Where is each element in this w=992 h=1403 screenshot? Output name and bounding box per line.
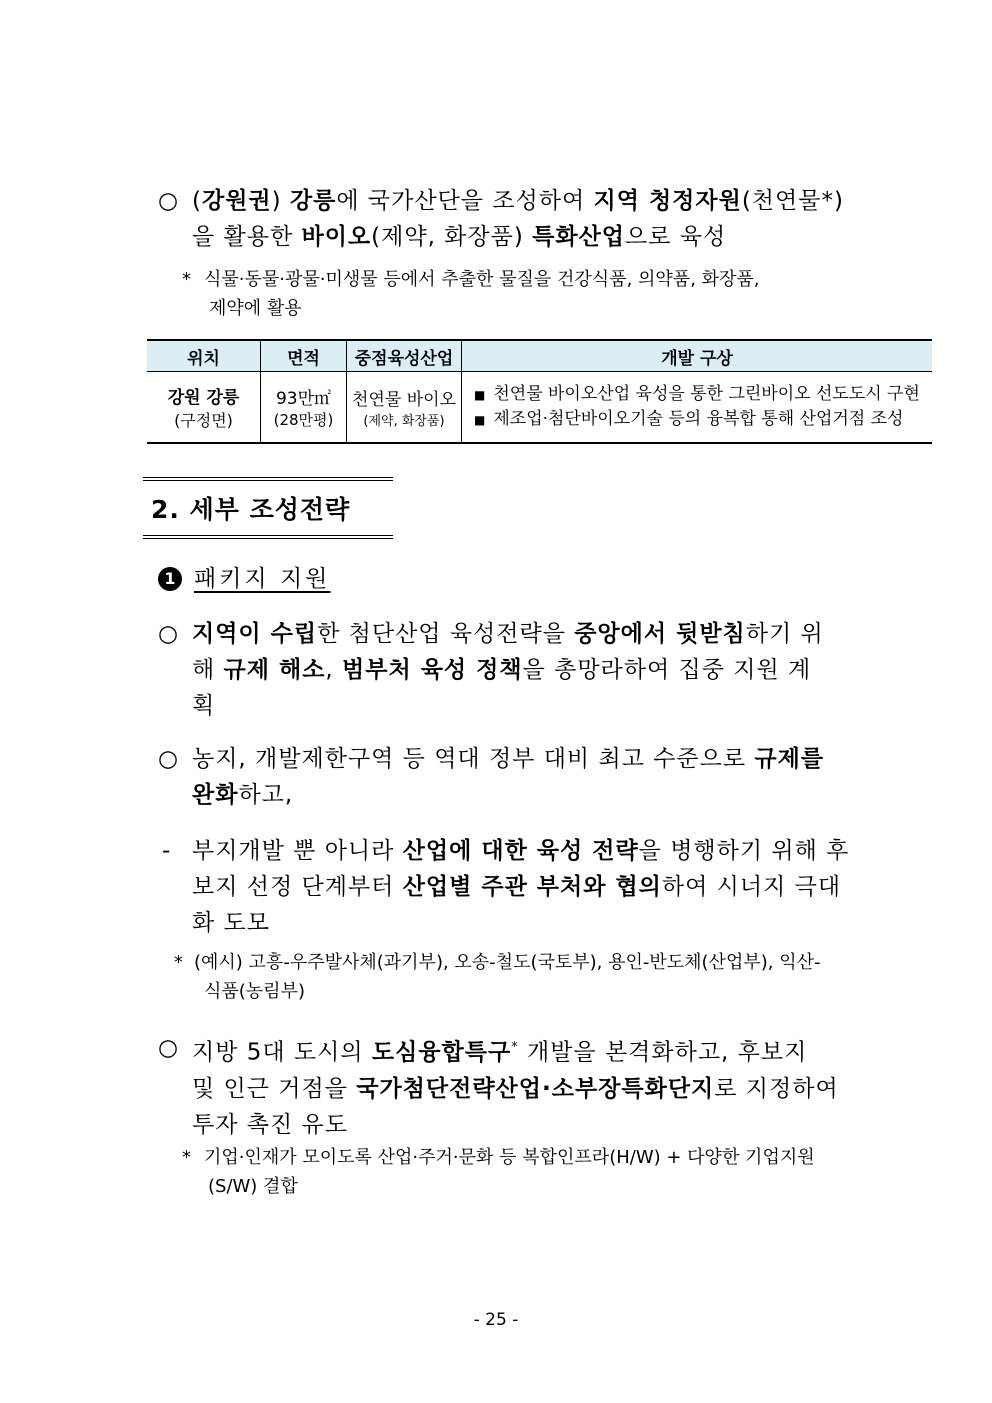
cell-location	[147, 372, 261, 444]
bold-text: 국가첨단전략산업·소부장특화단지	[356, 1075, 715, 1102]
text: 로 지정하여	[714, 1075, 839, 1102]
circle-bullet: ○	[158, 746, 180, 772]
header-location: 위치	[147, 340, 261, 372]
location-sub: (구정면)	[174, 411, 233, 430]
bold-text: 강원권	[201, 188, 272, 214]
text: 하기 위	[745, 621, 824, 647]
circle-bullet: ○	[158, 188, 180, 214]
note-line: 기업·인재가 모이도록 산업·주거·문화 등 복합인프라(H/W) + 다양한 기업지원	[204, 1147, 815, 1168]
cell-industry	[347, 372, 462, 444]
bold-text: 완화	[192, 782, 239, 808]
text: )	[271, 188, 282, 214]
asterisk-marker: *	[182, 1147, 191, 1168]
cell-area	[261, 372, 347, 444]
text: 을 병행하기 위해 후	[638, 838, 850, 864]
subsection-title: 패키지 지원	[194, 566, 331, 592]
text: 및 인근 거점을	[192, 1075, 357, 1102]
text	[282, 188, 290, 214]
header-area: 면적	[261, 340, 347, 372]
asterisk-marker: *	[182, 269, 191, 290]
text: 을 총망라하여 집중 지원 계	[522, 657, 812, 683]
page-number: - 25 -	[473, 1310, 519, 1330]
bold-text: 바이오	[301, 224, 372, 250]
section-title: 2. 세부 조성전략	[151, 495, 351, 524]
text: (	[192, 188, 202, 214]
bold-text: 산업별 주관 부처와 협의	[402, 874, 662, 900]
text: 개발을 본격화하고, 후보지	[518, 1039, 808, 1066]
text: (천연물*)	[741, 188, 844, 214]
text: 부지개발 뿐 아니라	[192, 838, 403, 864]
bold-text: 특화산업	[532, 224, 626, 250]
text: 한 첨단산업 육성전략을	[317, 621, 575, 647]
square-bullet-icon: ■	[474, 413, 486, 427]
section-heading	[143, 477, 393, 539]
bold-text: 규제를	[754, 746, 825, 772]
paragraph-regulation	[158, 741, 858, 813]
text: 에 국가산단을 조성하여	[336, 188, 594, 214]
dash-bullet: -	[162, 838, 172, 864]
square-bullet-icon: ■	[474, 388, 486, 402]
text: 으로 육성	[625, 224, 727, 250]
circle-bullet: ○	[158, 621, 180, 647]
bold-text: 지역 청정자원	[593, 188, 742, 214]
text: 보지 선정 단계부터	[192, 874, 403, 900]
cell-plan	[462, 372, 933, 444]
bold-text: 강릉	[289, 188, 337, 214]
industry-sub: (제약, 화장품)	[363, 414, 445, 429]
footnote-natural-products	[182, 265, 862, 323]
table-header-row	[147, 340, 932, 372]
footnote-infrastructure	[182, 1143, 862, 1201]
bold-text: 도심융합특구	[371, 1039, 512, 1066]
bold-text: 중앙에서 뒷받침	[574, 621, 746, 647]
text: ,	[325, 657, 343, 683]
text: 하고,	[238, 782, 294, 808]
area-value: 93만㎡	[275, 389, 332, 409]
text: 투자 촉진 유도	[192, 1111, 348, 1138]
paragraph-central-support	[158, 616, 858, 724]
asterisk-marker: *	[174, 952, 183, 973]
note-line: (예시) 고흥-우주발사체(과기부), 오송-철도(국토부), 용인-반도체(산업부), 익산-	[194, 952, 821, 973]
plan-item	[474, 382, 932, 407]
text: 화 도모	[192, 910, 270, 936]
paragraph-industry-strategy	[162, 833, 858, 941]
bold-text: 산업에 대한 육성 전략	[402, 838, 639, 864]
plan-item	[474, 407, 932, 432]
header-industry: 중점육성산업	[347, 340, 462, 372]
area-sub: (28만평)	[273, 411, 334, 429]
plan-text: 천연물 바이오산업 육성을 통한 그린바이오 선도도시 구현	[493, 384, 920, 404]
text: 농지, 개발제한구역 등 역대 정부 대비 최고 수준으로	[192, 746, 755, 772]
footnote-ref: *	[511, 1040, 519, 1055]
bold-text: 범부처 육성 정책	[342, 657, 523, 683]
bold-text: 지역이 수립	[192, 621, 318, 647]
paragraph-gangwon	[158, 183, 858, 255]
note-line: 식품(농림부)	[204, 981, 305, 1002]
note-line: 식물·동물·광물·미생물 등에서 추출한 물질을 건강식품, 의약품, 화장품,	[204, 269, 760, 290]
header-plan: 개발 구상	[462, 340, 933, 372]
text: 해	[192, 657, 224, 683]
number-circle-icon: 1	[158, 567, 182, 591]
text: (제약, 화장품)	[371, 224, 533, 250]
heading-rule-bottom	[143, 535, 393, 539]
note-line: (S/W) 결합	[208, 1176, 298, 1197]
text: 하여 시너지 극대	[661, 874, 842, 900]
subsection-heading	[158, 560, 330, 593]
text: 획	[192, 693, 216, 719]
development-table	[147, 339, 932, 444]
bold-text: 규제 해소	[223, 657, 326, 683]
table-row	[147, 372, 932, 444]
plan-text: 제조업·첨단바이오기술 등의 융복합 통해 산업거점 조성	[493, 409, 904, 429]
footnote-examples	[174, 948, 864, 1006]
circle-bullet: ○	[158, 1035, 180, 1061]
text: 을 활용한	[192, 224, 302, 250]
paragraph-urban-fusion	[158, 1030, 858, 1143]
text: 지방 5대 도시의	[192, 1039, 372, 1066]
note-line: 제약에 활용	[209, 298, 302, 319]
industry-name: 천연물 바이오	[352, 390, 456, 410]
location-name: 강원 강릉	[167, 388, 240, 408]
